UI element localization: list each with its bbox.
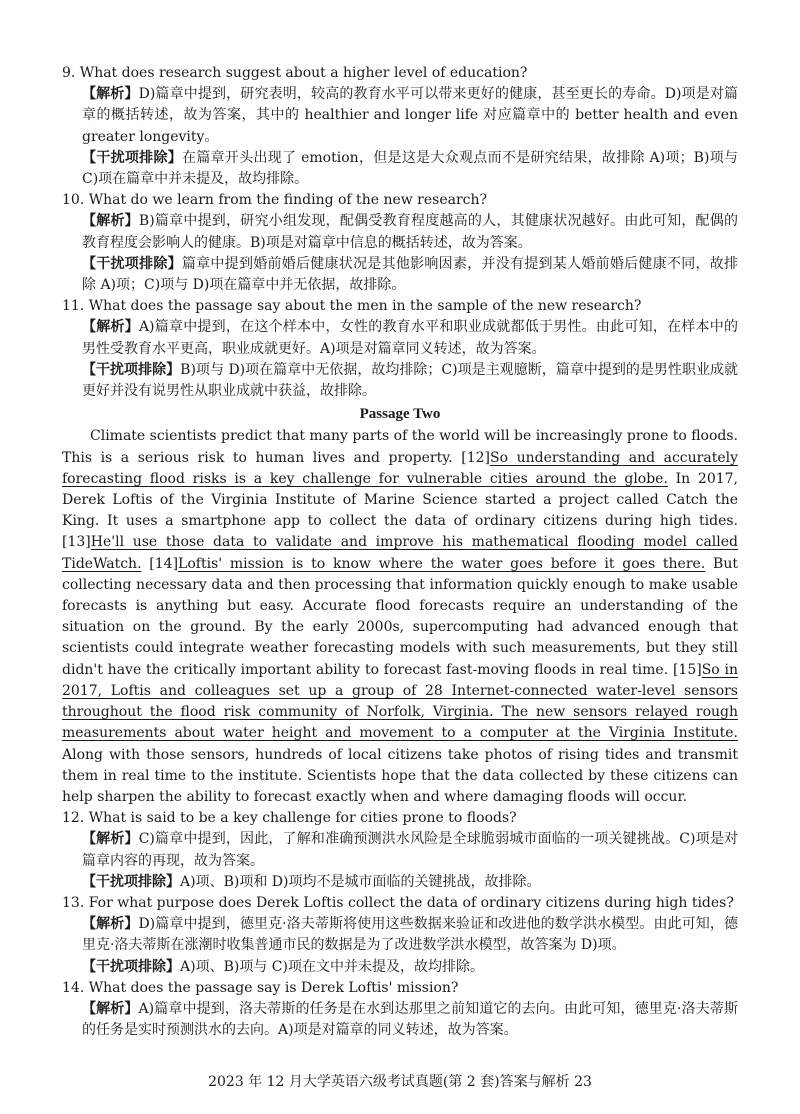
analysis-text: D)篇章中提到，德里克·洛夫蒂斯将使用这些数据来验证和改进他的数学洪水模型。由此可知，德里克·洛夫蒂斯在涨潮时收集普通市民的数据是为了改进数学洪水模型，故答案为 D)项。 xyxy=(82,916,739,954)
distractor-11 xyxy=(82,360,738,402)
passage-title: Passage Two xyxy=(359,406,441,423)
distractor-text: 在篇章开头出现了 emotion，但是这是大众观点而不是研究结果，故排除 A)项；B)项与 C)项在篇章中并未提及，故均排除。 xyxy=(82,149,739,188)
analysis-text: C)篇章中提到，因此，了解和准确预测洪水风险是全球脆弱城市面临的一项关键挑战。C)项是对篇章内容的再现，故为答案。 xyxy=(82,831,738,869)
analysis-tag: 【解析】 xyxy=(82,319,139,336)
analysis-text: A)篇章中提到，洛夫蒂斯的任务是在水到达那里之前知道它的去向。由此可知，德里克·洛夫蒂斯的任务是实时预测洪水的去向。A)项是对篇章的同义转述，故为答案。 xyxy=(82,1000,739,1039)
analysis-tag: 【解析】 xyxy=(82,86,139,103)
distractor-text: B)项与 D)项在篇章中无依据，故均排除；C)项是主观臆断，篇章中提到的是男性职业成就更好并没有说男性从职业成就中获益，故排除。 xyxy=(82,361,739,400)
passage-text: In 2017, Derek Loftis of the Virginia Institute of Marine Science started a project called Catch the King. It uses a smartphone app to collect the data of ordinary citizens during high tides. xyxy=(62,470,738,530)
marker-12: [12] xyxy=(461,449,491,466)
analysis-14 xyxy=(82,999,738,1041)
marker-14: [14] xyxy=(149,555,179,572)
distractor-9 xyxy=(82,148,738,190)
distractor-tag: 【干扰项排除】 xyxy=(82,149,183,166)
question-11: 11. What does the passage say about the men in the sample of the new research? xyxy=(62,298,642,315)
analysis-10 xyxy=(82,211,738,253)
distractor-tag: 【干扰项排除】 xyxy=(82,873,180,890)
underlined-sentence-13: He'll use those data to validate and improve his mathematical flooding model called TideWatch. xyxy=(62,534,738,572)
underlined-sentence-14: Loftis' mission is to know where the water goes before it goes there. xyxy=(178,555,706,572)
question-12: 12. What is said to be a key challenge for cities prone to floods? xyxy=(62,810,517,827)
analysis-9 xyxy=(82,84,738,148)
passage-text: But collecting necessary data and then processing that information quickly enough to make usable forecasts is anything but easy. Accurate flood forecasts require an understanding of the situation on the ground. By the early 2000s, supercomputing had advanced enough that scientists could integrate weather forecasting models with such measurements, but they still didn't have the critically important ability to forecast fast-moving floods in real time. xyxy=(62,555,738,678)
passage-paragraph xyxy=(62,426,738,808)
question-14: 14. What does the passage say is Derek Loftis' mission? xyxy=(62,979,459,996)
analysis-11 xyxy=(82,317,738,359)
distractor-tag: 【干扰项排除】 xyxy=(82,255,182,272)
passage-text: Along with those sensors, hundreds of local citizens take photos of rising tides and transmit them in real time to the institute. Scientists hope that the data collected by these citizens can help sharpen the ability to forecast exactly when and where damaging floods will occur. xyxy=(62,746,738,805)
analysis-tag: 【解析】 xyxy=(82,213,139,230)
distractor-tag: 【干扰项排除】 xyxy=(82,361,181,378)
underlined-sentence-12: So understanding and accurately forecasting flood risks is a key challenge for vulnerable cities around the globe. xyxy=(62,449,738,487)
analysis-text: B)篇章中提到，研究小组发现，配偶受教育程度越高的人，其健康状况越好。由此可知，配偶的教育程度会影响人的健康。B)项是对篇章中信息的概括转述，故为答案。 xyxy=(82,213,739,251)
distractor-tag: 【干扰项排除】 xyxy=(82,958,180,975)
analysis-13 xyxy=(82,914,738,956)
page-footer: 2023 年 12 月大学英语六级考试真题(第 2 套)答案与解析 23 xyxy=(208,1074,592,1090)
distractor-13 xyxy=(82,957,738,978)
distractor-text: A)项、B)项和 D)项均不是城市面临的关键挑战，故排除。 xyxy=(180,873,541,890)
analysis-tag: 【解析】 xyxy=(82,1000,139,1017)
distractor-10 xyxy=(82,254,738,296)
question-13: 13. For what purpose does Derek Loftis collect the data of ordinary citizens during high tides? xyxy=(62,894,734,911)
question-10: 10. What do we learn from the finding of the new research? xyxy=(62,192,488,209)
marker-13: [13] xyxy=(62,534,91,551)
passage-body xyxy=(62,426,738,808)
passage-text: Climate scientists predict that many parts of the world will be increasingly prone to floods. This is a serious risk to human lives and property. xyxy=(62,428,738,466)
underlined-sentence-15: So in 2017, Loftis and colleagues set up a group of 28 Internet-connected water-level sensors throughout the flood risk community of Norfolk, Virginia. The new sensors relayed rough measurements about water height and movement to a computer at the Virginia Institute. xyxy=(62,661,738,742)
distractor-text: A)项、B)项与 C)项在文中并未提及，故均排除。 xyxy=(180,958,484,975)
marker-15: [15] xyxy=(672,661,702,678)
analysis-tag: 【解析】 xyxy=(82,831,139,848)
analysis-text: A)篇章中提到，在这个样本中，女性的教育水平和职业成就都低于男性。由此可知，在样本中的男性受教育水平更高，职业成就更好。A)项是对篇章同义转述，故为答案。 xyxy=(82,319,739,357)
distractor-text: 篇章中提到婚前婚后健康状况是其他影响因素，并没有提到某人婚前婚后健康不同，故排除 A)项；C)项与 D)项在篇章中并无依据，故排除。 xyxy=(82,255,739,294)
analysis-12 xyxy=(82,829,738,871)
question-9: 9. What does research suggest about a higher level of education? xyxy=(62,65,528,81)
analysis-text: D)篇章中提到，研究表明，较高的教育水平可以带来更好的健康，甚至更长的寿命。D)项是对篇章的概括转述，故为答案，其中的 healthier and longer life 对应篇章中的 better health and even greater longevity。 xyxy=(82,86,739,145)
distractor-12 xyxy=(82,872,738,893)
analysis-tag: 【解析】 xyxy=(82,916,139,933)
page-content xyxy=(62,63,738,1041)
